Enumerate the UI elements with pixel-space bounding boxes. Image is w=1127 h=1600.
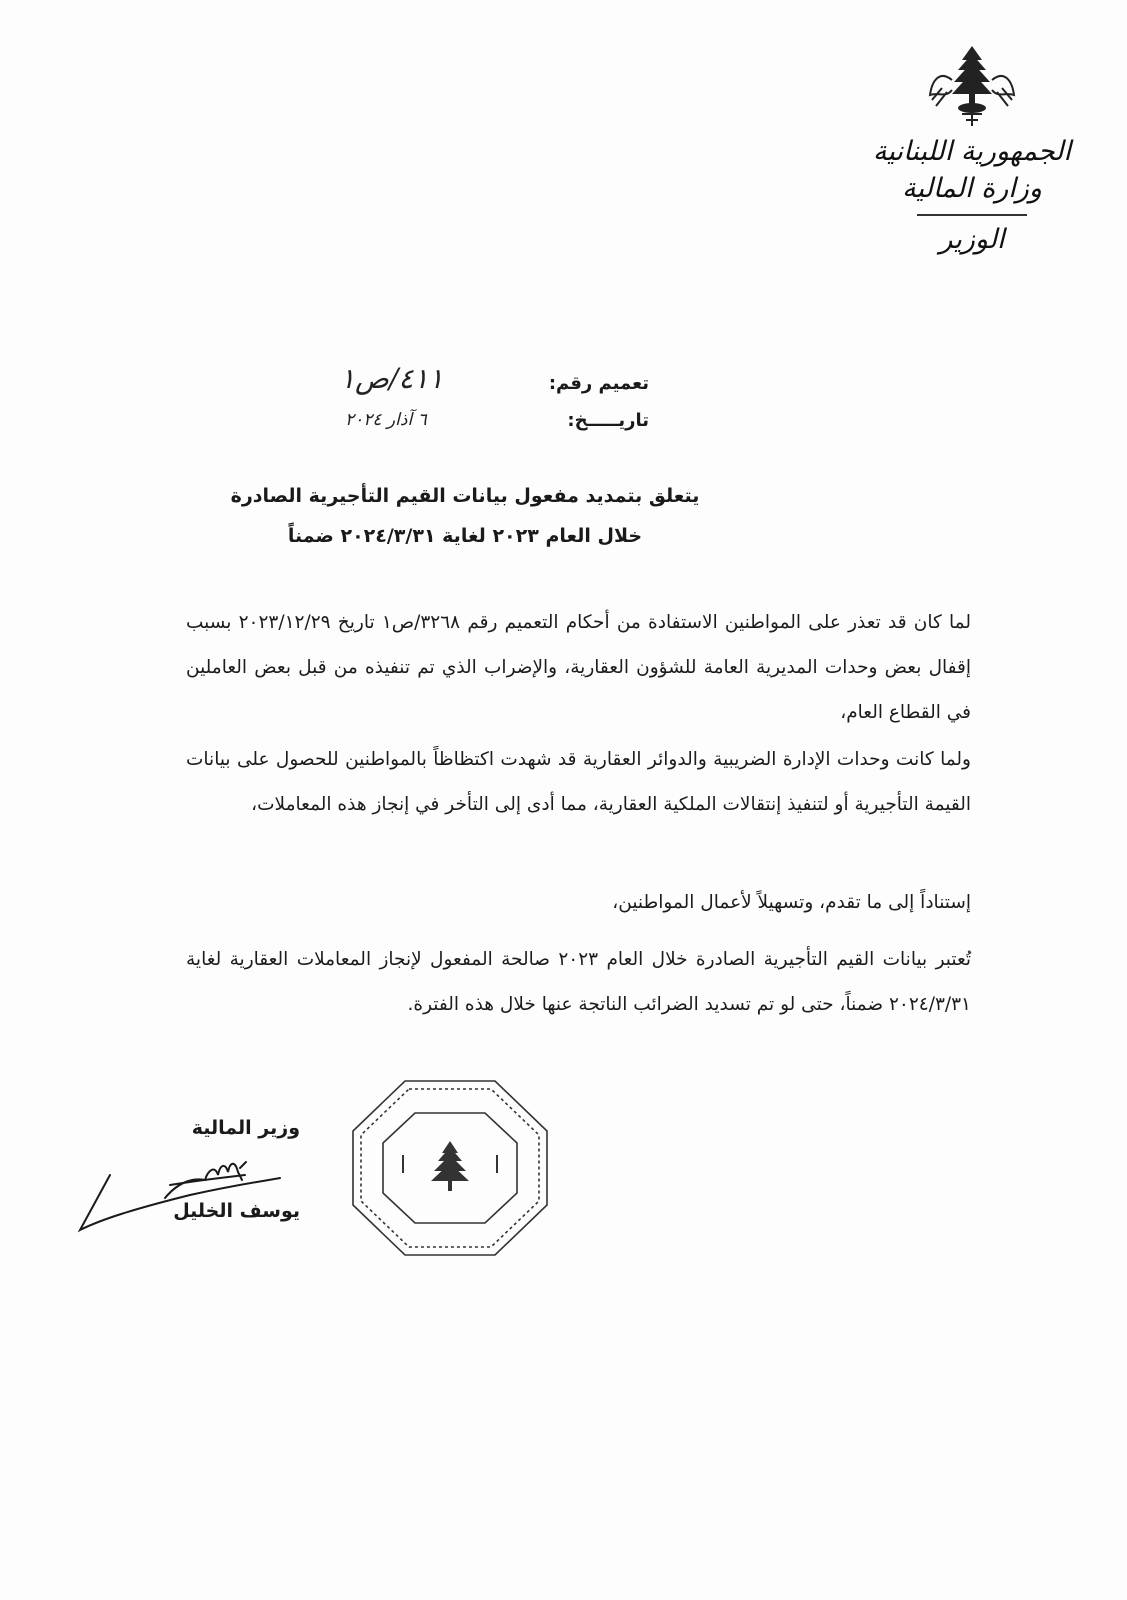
ministry-heading: وزارة المالية [902, 173, 1042, 204]
date-value: ٦ آذار ٢٠٢٤ [345, 410, 427, 430]
body-paragraph-2: ولما كانت وحدات الإدارة الضريبية والدوائر العقارية قد شهدت اكتظاظاً بالمواطنين للحصول على بيانات القيمة التأجيرية أو لتنفيذ إنتقالات الملكية العقارية، مما أدى إلى التأخر في إنجاز هذه المعاملات، [186, 749, 971, 815]
minister-heading: الوزير [939, 224, 1005, 255]
subject-line-2: خلال العام ٢٠٢٣ لغاية ٢٠٢٤/٣/٣١ ضمناً [287, 525, 643, 547]
subject-line-1: يتعلق بتمديد مفعول بيانات القيم التأجيرية الصادرة [230, 485, 700, 507]
letterhead [857, 40, 1087, 255]
republic-heading: الجمهورية اللبنانية [872, 136, 1072, 167]
circular-number-value: ٤١١/ص١ [340, 362, 444, 395]
date-label: تاريـــــخ: [567, 410, 649, 431]
circular-number-label: تعميم رقم: [548, 373, 649, 394]
cedar-crest-icon [922, 40, 1022, 130]
letterhead-divider [917, 214, 1027, 216]
signatory-title: وزير المالية [191, 1117, 300, 1139]
official-seal-stamp [345, 1073, 555, 1263]
body-paragraph-3: إستناداً إلى ما تقدم، وتسهيلاً لأعمال المواطنين، [612, 892, 971, 913]
body-paragraph-1: لما كان قد تعذر على المواطنين الاستفادة من أحكام التعميم رقم ٣٢٦٨/ص١ تاريخ ٢٠٢٣/١٢/٢٩ بسبب إقفال بعض وحدات المديرية العامة للشؤون العقارية، والإضراب الذي تم تنفيذه من قبل بعض العاملين في القطاع العام، [186, 612, 971, 723]
signatory-name: يوسف الخليل [173, 1200, 300, 1222]
handwritten-signature [70, 1140, 330, 1250]
body-paragraph-4: تُعتبر بيانات القيم التأجيرية الصادرة خلال العام ٢٠٢٣ صالحة المفعول لإنجاز المعاملات العقارية لغاية ٢٠٢٤/٣/٣١ ضمناً، حتى لو تم تسديد الضرائب الناتجة عنها خلال هذه الفترة. [186, 949, 972, 1015]
